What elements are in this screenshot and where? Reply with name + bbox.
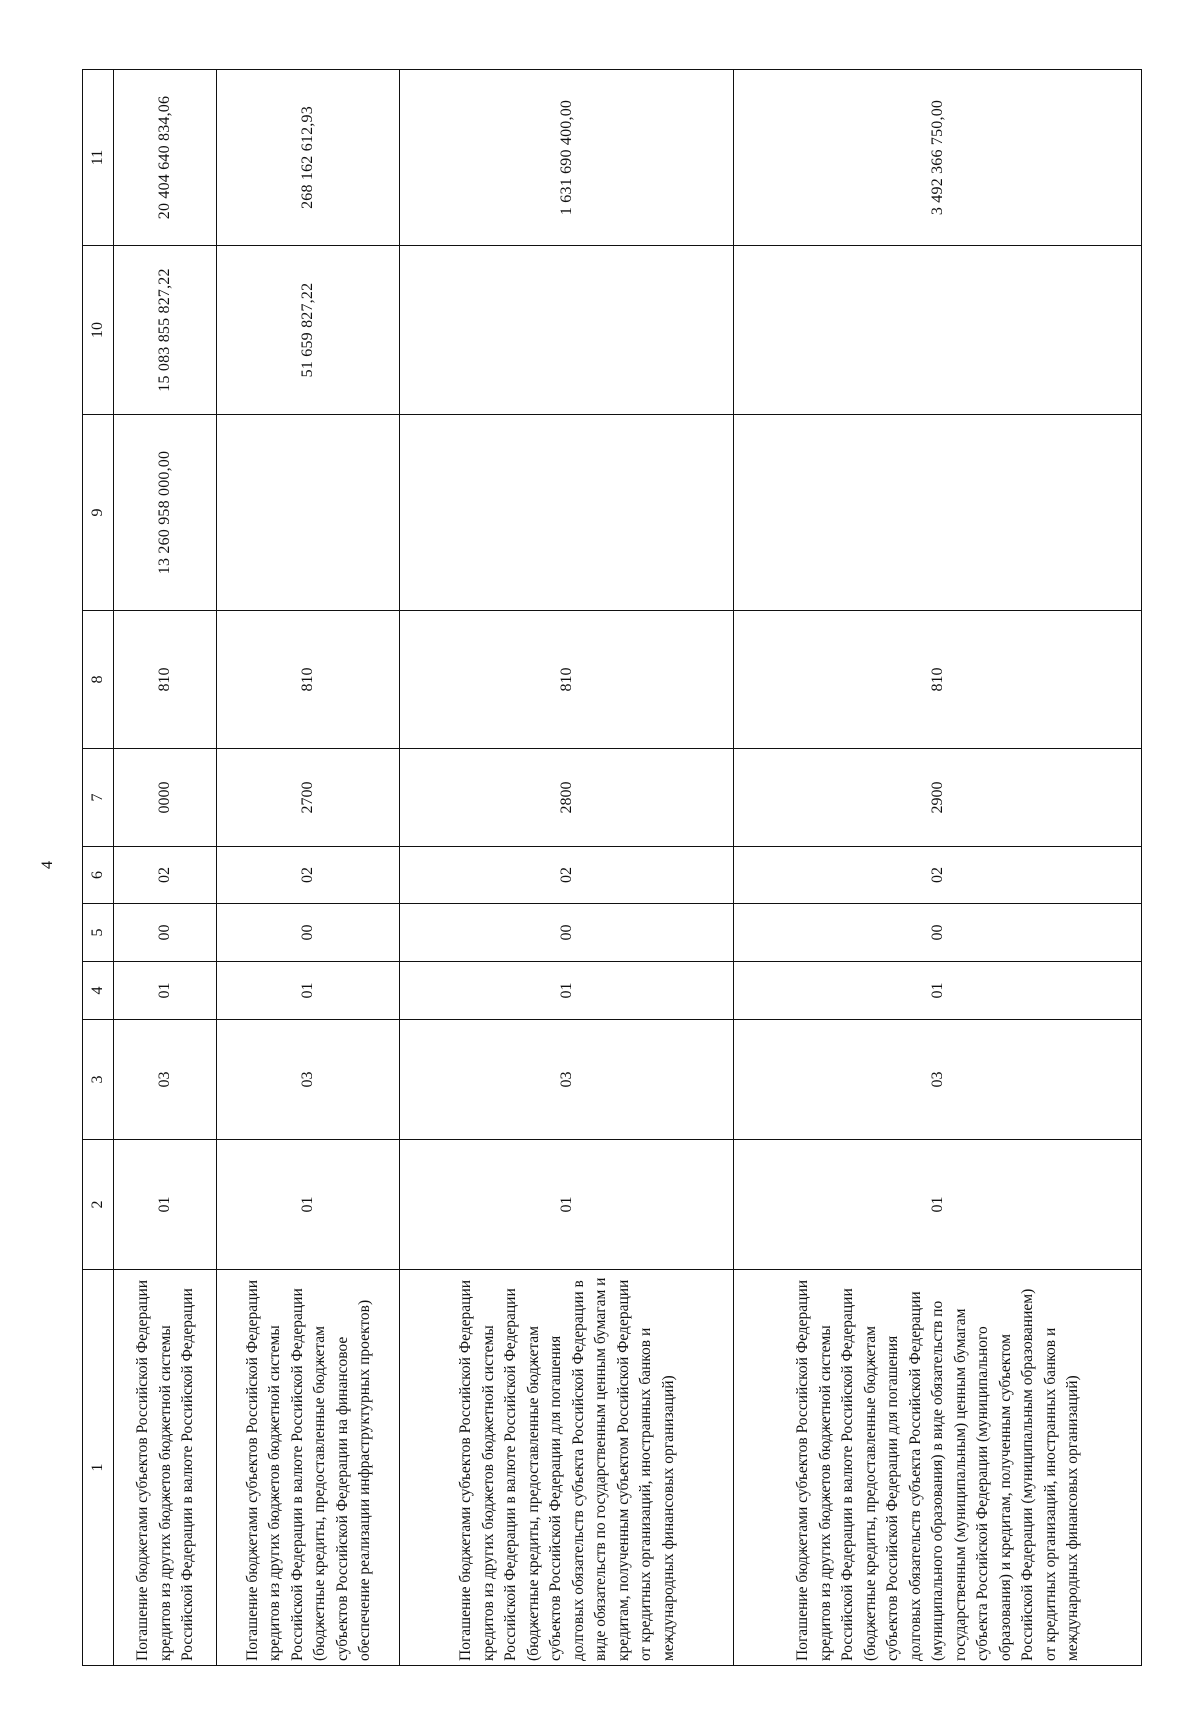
row-description: Погашение бюджетами субъектов Российской Федерации кредитов из других бюджетов бюджетной системы Российской Федерации в валюте Российской Федерации (бюджетные кредиты, предоставленные бюджетам субъектов Российской Федерации для погашения долговых обязательств субъекта Российской Федерации (муниципального образования) в виде обязательств по государственным (муниципальным) ценным бумагам субъекта Российской Федерации (муниципального образования) и кредитам, полученным субъектом Российской Федерации (муниципальным образованием) от кредитных организаций, иностранных банков и международных финансовых организаций) (734, 1270, 1142, 1666)
amount-cell (400, 246, 734, 415)
amount-cell: 1 631 690 400,00 (400, 70, 734, 246)
code-cell: 02 (114, 847, 217, 904)
code-cell: 00 (217, 904, 400, 962)
amount-cell: 20 404 640 834,06 (114, 70, 217, 246)
code-cell: 810 (734, 611, 1142, 749)
code-cell: 2700 (217, 749, 400, 847)
code-cell: 02 (217, 847, 400, 904)
budget-table (82, 69, 1142, 1666)
code-cell: 00 (400, 904, 734, 962)
code-cell: 810 (400, 611, 734, 749)
header-cell: 6 (83, 847, 114, 904)
amount-cell (400, 415, 734, 611)
page-number: 4 (39, 861, 56, 869)
header-cell: 3 (83, 1020, 114, 1140)
row-description: Погашение бюджетами субъектов Российской Федерации кредитов из других бюджетов бюджетной системы Российской Федерации в валюте Российской Федерации (бюджетные кредиты, предоставленные бюджетам субъектов Российской Федерации для погашения долговых обязательств субъекта Российской Федерации в виде обязательств по государственным ценным бумагам и кредитам, полученным субъектом Российской Федерации от кредитных организаций, иностранных банков и международных финансовых организаций) (400, 1270, 734, 1666)
amount-cell: 3 492 366 750,00 (734, 70, 1142, 246)
amount-cell (217, 415, 400, 611)
code-cell: 01 (114, 962, 217, 1020)
table-header-row (83, 70, 114, 1666)
amount-cell: 13 260 958 000,00 (114, 415, 217, 611)
code-cell: 03 (217, 1020, 400, 1140)
code-cell: 01 (114, 1140, 217, 1270)
code-cell: 00 (114, 904, 217, 962)
table-row (114, 70, 217, 1666)
header-cell: 11 (83, 70, 114, 246)
amount-cell: 51 659 827,22 (217, 246, 400, 415)
code-cell: 02 (400, 847, 734, 904)
code-cell: 00 (734, 904, 1142, 962)
row-description: Погашение бюджетами субъектов Российской Федерации кредитов из других бюджетов бюджетной системы Российской Федерации в валюте Российской Федерации (бюджетные кредиты, предоставленные бюджетам субъектов Российской Федерации на финансовое обеспечение реализации инфраструктурных проектов) (217, 1270, 400, 1666)
row-description: Погашение бюджетами субъектов Российской Федерации кредитов из других бюджетов бюджетной системы Российской Федерации в валюте Российской Федерации (114, 1270, 217, 1666)
code-cell: 01 (734, 1140, 1142, 1270)
table-row (400, 70, 734, 1666)
table-row (217, 70, 400, 1666)
code-cell: 03 (734, 1020, 1142, 1140)
amount-cell: 15 083 855 827,22 (114, 246, 217, 415)
amount-cell (734, 415, 1142, 611)
header-cell: 1 (83, 1270, 114, 1666)
code-cell: 01 (217, 962, 400, 1020)
amount-cell (734, 246, 1142, 415)
header-cell: 8 (83, 611, 114, 749)
code-cell: 2800 (400, 749, 734, 847)
header-cell: 10 (83, 246, 114, 415)
header-cell: 2 (83, 1140, 114, 1270)
code-cell: 810 (217, 611, 400, 749)
header-cell: 9 (83, 415, 114, 611)
code-cell: 01 (217, 1140, 400, 1270)
code-cell: 03 (400, 1020, 734, 1140)
code-cell: 0000 (114, 749, 217, 847)
header-cell: 5 (83, 904, 114, 962)
code-cell: 01 (400, 962, 734, 1020)
table-row (734, 70, 1142, 1666)
code-cell: 810 (114, 611, 217, 749)
header-cell: 4 (83, 962, 114, 1020)
header-cell: 7 (83, 749, 114, 847)
rotated-page-content (82, 70, 1140, 1666)
code-cell: 2900 (734, 749, 1142, 847)
code-cell: 03 (114, 1020, 217, 1140)
code-cell: 02 (734, 847, 1142, 904)
code-cell: 01 (734, 962, 1142, 1020)
code-cell: 01 (400, 1140, 734, 1270)
amount-cell: 268 162 612,93 (217, 70, 400, 246)
